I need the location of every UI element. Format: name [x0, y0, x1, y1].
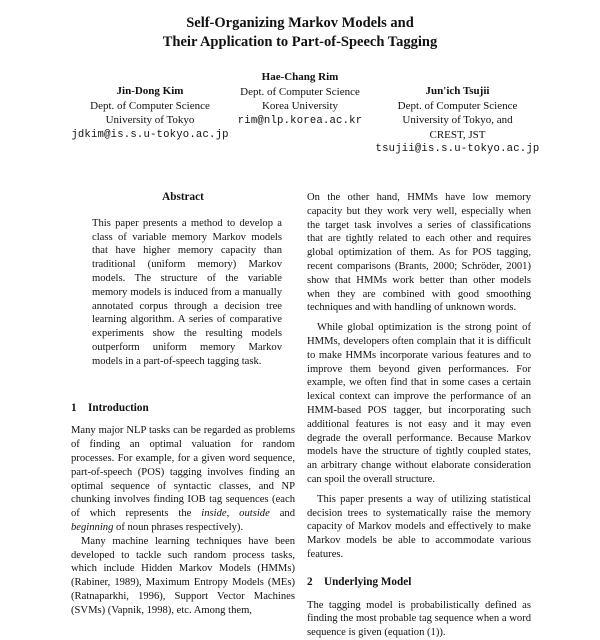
section-heading-underlying-model [307, 576, 531, 590]
intro-term-outside: outside [239, 508, 270, 520]
model-paragraph-1: The tagging model is probabilistically defined as finding the most probable tag sequence when a word sequence is given (equation (1)). [307, 599, 531, 639]
author-affiliation-2: CREST, JST [429, 128, 486, 141]
title-line-1: Self-Organizing Markov Models and [186, 15, 414, 31]
author-dept: Dept. of Computer Science [397, 99, 518, 112]
abstract-text: This paper presents a method to develop a class of variable memory Markov models that have higher memory capacity than traditional (uniform memory) Markov models. The structure of the variable memory models is induced from a manually annotated corpus through a decision tree learning algorithm. A series of comparative experiments show the resulting models outperform uniform memory Markov models in a part-of-speech tagging task. [92, 217, 282, 367]
right-paragraph-2: While global optimization is the strong point of HMMs, developers often complain that it is difficult to make HMMs incorporate various features and to improve them beyond given performances. For example, we often find that in some cases a certain lexical context can improve the performance of an HMM-based POS tagger, but incorporating such additional features is not easy and it may even degrade the overall performance. Because Markov models have the structure of tightly coupled states, an arbitrary change without elaborate consideration can spoil the overall structure. [307, 322, 531, 485]
section-number: 1 [71, 401, 77, 414]
section-title: Underlying Model [324, 575, 412, 588]
intro-text: , [226, 508, 240, 520]
author-name: Jin-Dong Kim [116, 85, 184, 97]
author-dept: Dept. of Computer Science [240, 85, 360, 98]
author-dept: Dept. of Computer Science [90, 99, 210, 112]
right-column [307, 191, 531, 639]
intro-text: of noun phrases respectively). [113, 521, 244, 533]
section-title: Introduction [88, 401, 149, 414]
left-column [71, 191, 295, 616]
author-affiliation: University of Tokyo [105, 114, 195, 127]
intro-text: Many major NLP tasks can be regarded as problems of finding an optimal valuation for random processes. For example, for a given word sequence, part-of-speech (POS) tagging involves finding an optimal sequence of syntactic classes, and NP chunking involves finding IOB tag sequences (each of which represents the [71, 425, 295, 520]
section-number: 2 [307, 575, 313, 588]
intro-text: and [269, 508, 295, 520]
author-affiliation: University of Tokyo, and [402, 114, 513, 127]
abstract-heading: Abstract [162, 191, 204, 203]
author-affiliation: Korea University [261, 100, 339, 113]
right-paragraph-3: This paper presents a way of utilizing statistical decision trees to systematically raise the memory capacity of Markov models and effectively to make Markov models be able to accommodate various features. [307, 493, 531, 560]
author-email[interactable]: tsujii@is.s.u-tokyo.ac.jp [375, 143, 540, 156]
section-heading-introduction [71, 402, 295, 416]
intro-term-beginning: beginning [71, 521, 114, 533]
author-name: Hae-Chang Rim [261, 71, 339, 83]
author-email[interactable]: rim@nlp.korea.ac.kr [237, 114, 363, 127]
right-paragraph-1: On the other hand, HMMs have low memory capacity but they work very well, especially when the target task involves a series of classifications that are tightly related to each other and requires global optimization of them. As for POS tagging, recent comparisons (Brants, 2000; Schröder, 2001) show that HMMs work better than other models when they are combined with good smoothing techniques and with handling of unknown words. [307, 192, 531, 314]
intro-term-inside: inside [201, 508, 227, 520]
abstract-body [71, 217, 295, 369]
intro-paragraph-2: Many machine learning techniques have been developed to tackle such random process tasks, which include Hidden Markov Models (HMMs) (Rabiner, 1989), Maximum Entropy Models (MEs) (Ratnaparkhi, 1996), Support Vector Machines (SVMs) (Vapnik, 1998), etc. Among them, [71, 535, 295, 616]
author-email[interactable]: jdkim@is.s.u-tokyo.ac.jp [71, 128, 229, 141]
paper-title [0, 14, 600, 52]
author-name: Jun'ich Tsujii [425, 85, 490, 97]
title-line-2: Their Application to Part-of-Speech Tagging [162, 34, 438, 50]
author-block-tsujii [355, 84, 560, 157]
intro-paragraph-1 [71, 424, 295, 534]
